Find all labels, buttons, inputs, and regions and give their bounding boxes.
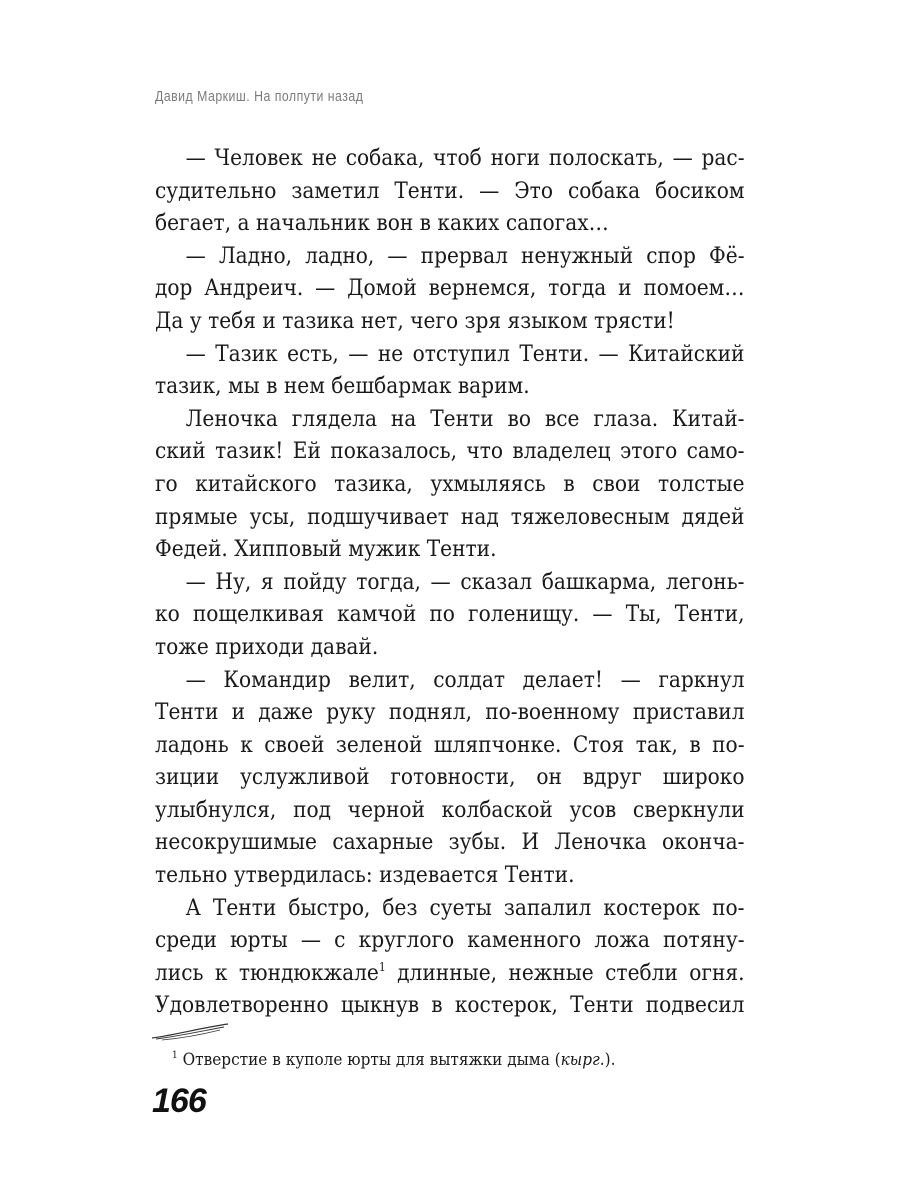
text-line: среди юрты — с круглого каменного ложа потяну- bbox=[155, 927, 745, 954]
text-line: тоже приходи давай. bbox=[155, 633, 379, 660]
body-text bbox=[155, 142, 745, 1022]
text-line: го китайского тазика, ухмыляясь в свои толстые bbox=[155, 470, 745, 497]
text-line: ский тазик! Ей показалось, что владелец этого само- bbox=[155, 438, 745, 465]
text-line: ладонь к своей зеленой шляпчонке. Стоя так, в по- bbox=[155, 731, 745, 758]
footnote-text: Отверстие в куполе юрты для вытяжки дыма ( bbox=[182, 1050, 561, 1070]
text-line: дор Андреич. — Домой вернемся, тогда и помоем… bbox=[155, 275, 745, 302]
text-line: — Тазик есть, — не отступил Тенти. — Китайский bbox=[185, 340, 745, 367]
footnote-separator-flourish bbox=[150, 1022, 230, 1042]
page-number: 166 bbox=[152, 1082, 206, 1120]
text-fragment: длинные, нежные стебли огня. bbox=[385, 959, 745, 986]
text-line: Леночка глядела на Тенти во все глаза. Китай- bbox=[185, 405, 745, 432]
text-line: бегает, а начальник вон в каких сапогах… bbox=[155, 210, 609, 237]
text-line: — Командир велит, солдат делает! — гаркнул bbox=[185, 666, 745, 693]
footnote-italic: кырг bbox=[560, 1050, 600, 1070]
text-line: — Ну, я пойду тогда, — сказал башкарма, легонь- bbox=[185, 568, 745, 595]
text-line: А Тенти быстро, без суеты запалил костерок по- bbox=[185, 894, 745, 921]
text-line: улыбнулся, под черной колбаской усов сверкнули bbox=[155, 796, 745, 823]
footnote bbox=[172, 1048, 615, 1072]
text-line: Тенти и даже руку поднял, по-военному приставил bbox=[155, 699, 745, 726]
running-head: Давид Маркиш. На полпути назад bbox=[155, 88, 364, 105]
text-line: ко пощелкивая камчой по голенищу. — Ты, Тенти, bbox=[155, 601, 745, 628]
text-line: Удовлетворенно цыкнув в костерок, Тенти подвесил bbox=[155, 992, 745, 1019]
text-line: судительно заметил Тенти. — Это собака босиком bbox=[155, 177, 745, 204]
footnote-text-end: .). bbox=[599, 1050, 616, 1070]
text-line: тельно утвердилась: издевается Тенти. bbox=[155, 862, 575, 889]
text-line: прямые усы, подшучивает над тяжеловесным дядей bbox=[155, 503, 745, 530]
text-line: зиции услужливой готовности, он вдруг широко bbox=[155, 764, 745, 791]
text-line: тазик, мы в нем бешбармак варим. bbox=[155, 373, 530, 400]
footnote-reference: 1 bbox=[378, 959, 386, 974]
text-line-with-footnote bbox=[155, 957, 745, 990]
text-fragment: лись к тюндюкжале bbox=[155, 959, 379, 986]
text-line: Федей. Хипповый мужик Тенти. bbox=[155, 536, 497, 563]
text-line: — Ладно, ладно, — прервал ненужный спор Фё- bbox=[185, 242, 745, 269]
text-line: Да у тебя и тазика нет, чего зря языком трясти! bbox=[155, 307, 675, 334]
text-line: — Человек не собака, чтоб ноги полоскать, — рас- bbox=[185, 145, 745, 171]
footnote-mark: 1 bbox=[172, 1050, 178, 1061]
text-line: несокрушимые сахарные зубы. И Леночка оконча- bbox=[155, 829, 745, 856]
